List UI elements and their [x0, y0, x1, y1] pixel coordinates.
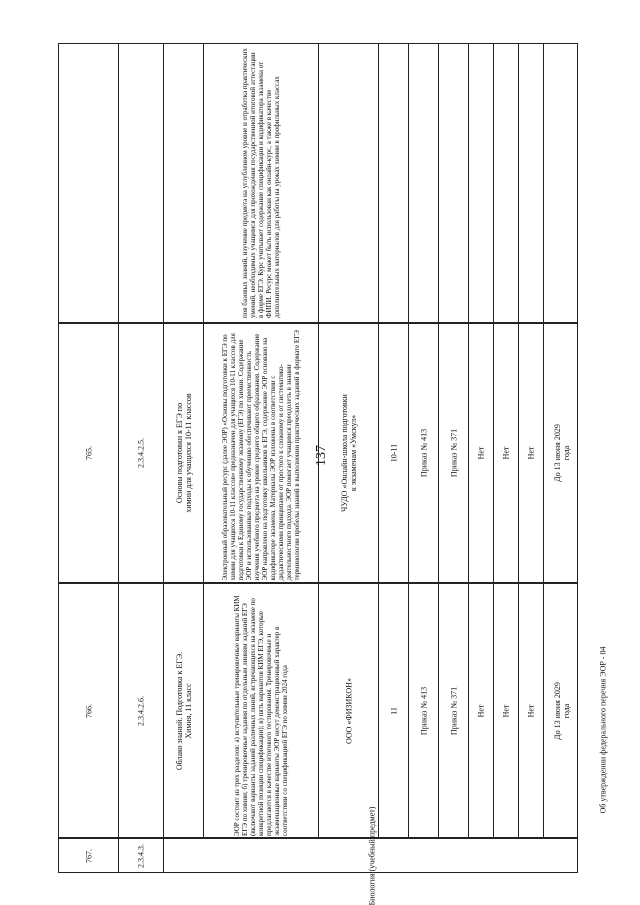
- page-number: 137: [314, 445, 329, 466]
- cell-deadline: До 13 июня 2029 года: [552, 681, 571, 740]
- cell-number: 767.: [59, 839, 119, 872]
- footer-note-text: Об утверждении федерального перечня ЭОР - 04: [598, 646, 608, 814]
- cell-code: 2.3.4.3.: [119, 839, 164, 872]
- cell-name: [164, 44, 204, 322]
- cell-name: Основы подготовки к ЕГЭ по химии для учащихся 10-11 классов: [164, 324, 204, 582]
- footer-note: [598, 646, 608, 814]
- cell-number: 765.: [59, 324, 119, 582]
- cell-description: Электронный образовательный ресурс (далее ЭОР) «Основы подготовки к ЕГЭ по химии для учащихся 10-11 классов» предназначен для учащихся 10-11 классов для подготовки к Единому государственному экзамену (ЕГЭ) по химии. Содержание ЭОР и использованные подходы к обучению обеспечивают преемственность изучения учебного предмета на уровне среднего общего образования. Содержание ЭОР направлено на подготовку школьников к ЕГЭ, содержание ЭОР основано на кодификаторе экзамена. Материалы ЭОР изложены в соответствии с дидактическими принципами от простого к сложному и от систематико-деятельностного подхода. ЭОР помогает учащимся преодолеть в знании терминологии пробелы знаний в выполнении практических заданий в формате ЕГЭ: [204, 324, 319, 582]
- cell-code: 2.3.4.2.6.: [119, 584, 164, 837]
- cell-section-title: [164, 806, 579, 905]
- cell-order-413: Приказ № 413: [409, 324, 439, 582]
- section-title: Биология (учебный предмет): [367, 806, 376, 905]
- cell-order-371: Приказ № 371: [439, 584, 469, 837]
- table-row-continuation: [58, 43, 578, 323]
- cell-code: [119, 44, 164, 322]
- cell-grades: 10-11: [379, 324, 409, 582]
- table-row-767: [58, 806, 578, 905]
- cell-deadline: До 13 июня 2029 года: [552, 424, 571, 482]
- cell-order-413: Приказ № 413: [409, 584, 439, 837]
- cell-number: 766.: [59, 584, 119, 837]
- cell-provider: ООО «ФИЗИКОН»: [319, 584, 379, 837]
- cell-name: Облако знаний. Подготовка к ЕГЭ. Химия, 11 класс: [164, 584, 204, 837]
- table-row-766: 766. 2.3.4.2.6. Облако знаний. Подготовка к ЕГЭ. Химия, 11 класс ЭОР состоит из трех разделов: а) вступительные тренировочные варианты КИМ ЕГЭ по химии; б) тренировочные задания по отдельным линиям заданий ЕГЭ (включают варианты заданий различных линий, встречающихся на экзамене по конкретной позиции спецификации); в) пять вариантов КИМ ЕГЭ, которые предлагаются в качестве итогового тестирования. Тренировочные и экзаменационные варианты ЭОР несут демонстрационный характер в соответствии со спецификацией ЕГЭ по химии 2024 года ООО «ФИЗИКОН» 11 Приказ № 413 Приказ № 371 Нет Нет Нет До 13 июня 2029 года: [58, 583, 578, 838]
- cell-description: [204, 44, 319, 322]
- description-text: пов базовых знаний, изучение предмета на углубленном уровне и отработка практических умений, необходимых учащимся для прохождения государственной итоговой аттестации в форме ЕГЭ. Курс учитывает содержание спецификации и кодификатора экзамена от ФИПИ. Ресурс может быть использован как онлайн-курс, а также в качестве дополнительных материалов для работы на уроках химии в профильных классах: [241, 48, 281, 318]
- cell-description: ЭОР состоит из трех разделов: а) вступительные тренировочные варианты КИМ ЕГЭ по химии; б) тренировочные задания по отдельным линиям заданий ЕГЭ (включают варианты заданий различных линий, встречающихся на экзамене по конкретной позиции спецификации); в) пять вариантов КИМ ЕГЭ, которые предлагаются в качестве итогового тестирования. Тренировочные и экзаменационные варианты ЭОР несут демонстрационный характер в соответствии со спецификацией ЕГЭ по химии 2024 года: [204, 584, 319, 837]
- document-table: [58, 43, 578, 905]
- cell-grades: 11: [379, 584, 409, 837]
- table-row-765: 765. 2.3.4.2.5. Основы подготовки к ЕГЭ по химии для учащихся 10-11 классов Электронный образовательный ресурс (далее ЭОР) «Основы подготовки к ЕГЭ по химии для учащихся 10-11 классов» предназначен для учащихся 10-11 классов для подготовки к Единому государственному экзамену (ЕГЭ) по химии. Содержание ЭОР и использованные подходы к обучению обеспечивают преемственность изучения учебного предмета на уровне среднего общего образования. Содержание ЭОР направлено на подготовку школьников к ЕГЭ, содержание ЭОР основано на кодификаторе экзамена. Материалы ЭОР изложены в соответствии с дидактическими принципами от простого к сложному и от систематико-деятельностного подхода. ЭОР помогает учащимся преодолеть в знании терминологии пробелы знаний в выполнении практических заданий в формате ЕГЭ ЧУДО «Онлайн-школа подготовки к экзаменам «Умскул» 10-11 Приказ № 413 Приказ № 371 Нет Нет Нет До 13 июня 2029 года: [58, 323, 578, 583]
- cell-provider: ЧУДО «Онлайн-школа подготовки к экзаменам «Умскул»: [319, 324, 379, 582]
- cell-order-371: Приказ № 371: [439, 324, 469, 582]
- cell-code: 2.3.4.2.5.: [119, 324, 164, 582]
- cell-number: [59, 44, 119, 322]
